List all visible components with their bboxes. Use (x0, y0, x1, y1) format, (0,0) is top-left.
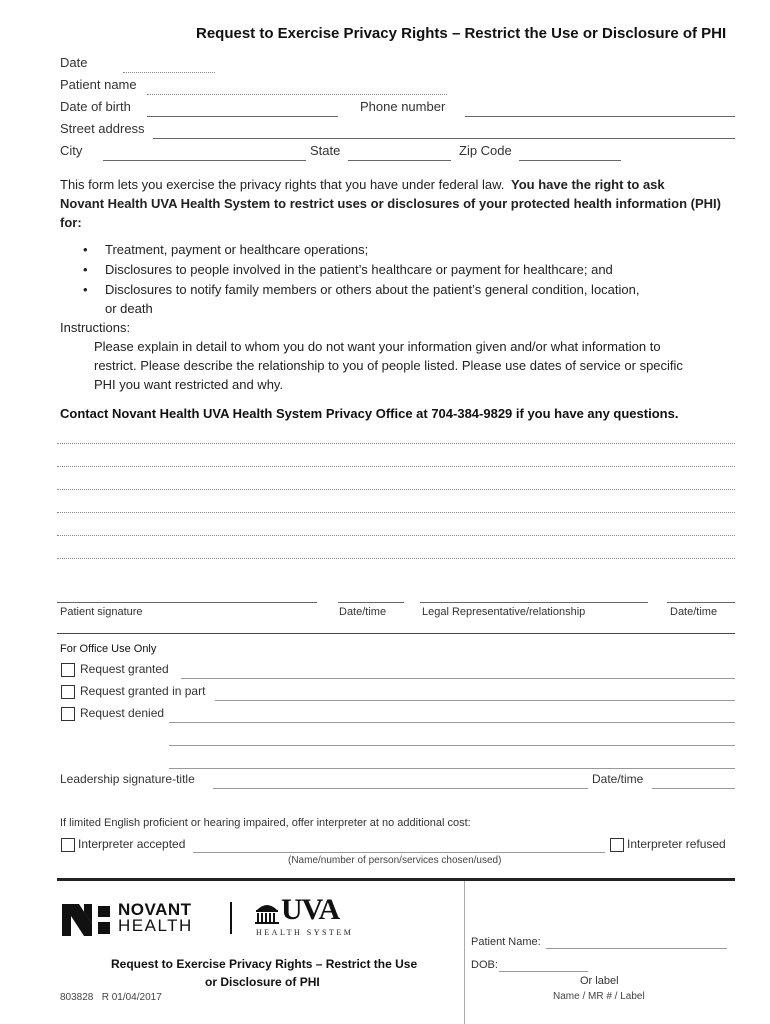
date-label: Date (60, 55, 88, 70)
interpreter-name-line[interactable] (193, 852, 605, 853)
phone-number-field[interactable] (465, 116, 735, 117)
interpreter-caption: (Name/number of person/services chosen/used) (288, 855, 502, 866)
interpreter-refused-checkbox[interactable] (610, 838, 624, 852)
intro-plain-text: This form lets you exercise the privacy rights that you have under federal law. (60, 177, 505, 192)
bullet-item-2: Disclosures to people involved in the patient’s healthcare or payment for healthcare; and (105, 262, 613, 277)
footer-name-mr-label: Name / MR # / Label (553, 991, 645, 1002)
patient-signature-line[interactable] (57, 602, 317, 603)
bullet-dot: • (83, 282, 88, 297)
novant-logo-icon (62, 904, 114, 936)
footer-patient-name-label: Patient Name: (471, 936, 541, 948)
explanation-line[interactable] (57, 489, 735, 490)
leadership-date-time-label: Date/time (592, 772, 644, 786)
request-denied-line[interactable] (169, 722, 735, 723)
date-of-birth-field[interactable] (147, 116, 338, 117)
footer-patient-name-line[interactable] (546, 948, 727, 949)
request-granted-in-part-label: Request granted in part (80, 684, 206, 698)
date-field[interactable] (123, 72, 215, 73)
explanation-line[interactable] (57, 443, 735, 444)
bullet-item-1: Treatment, payment or healthcare operations; (105, 242, 369, 257)
intro-line-1 (60, 175, 665, 194)
city-label: City (60, 143, 83, 158)
phone-number-label: Phone number (360, 99, 446, 114)
explanation-line[interactable] (57, 466, 735, 467)
explanation-line[interactable] (57, 558, 735, 559)
date-time-line-2[interactable] (667, 602, 735, 603)
logo-separator (230, 902, 232, 934)
street-address-field[interactable] (153, 138, 735, 139)
leadership-date-time-line[interactable] (652, 788, 735, 789)
bullet-dot: • (83, 262, 88, 277)
legal-rep-line[interactable] (420, 602, 648, 603)
request-granted-in-part-checkbox[interactable] (61, 685, 75, 699)
request-granted-in-part-line[interactable] (215, 700, 735, 701)
footer-form-title-1: Request to Exercise Privacy Rights – Restrict the Use (111, 957, 418, 971)
instructions-line-2: restrict. Please describe the relationship to you of people listed. Please use dates of service or specific (94, 358, 683, 373)
footer-or-label: Or label (580, 975, 619, 987)
footer-vertical-divider (464, 881, 465, 1024)
interpreter-refused-label: Interpreter refused (627, 837, 726, 851)
explanation-line[interactable] (57, 512, 735, 513)
request-denied-checkbox[interactable] (61, 707, 75, 721)
patient-signature-label: Patient signature (60, 606, 143, 618)
state-field[interactable] (348, 160, 451, 161)
uva-logo-subtext: HEALTH SYSTEM (256, 928, 354, 937)
street-address-label: Street address (60, 121, 145, 136)
patient-name-label: Patient name (60, 77, 137, 92)
state-label: State (310, 143, 341, 158)
leadership-signature-label: Leadership signature-title (60, 772, 195, 786)
bullet-dot: • (83, 242, 88, 257)
footer-dob-label: DOB: (471, 959, 498, 971)
uva-rotunda-icon (254, 900, 280, 924)
date-time-label-2: Date/time (670, 606, 718, 618)
date-time-line-1[interactable] (338, 602, 404, 603)
footer-dob-line[interactable] (499, 971, 588, 972)
contact-privacy-office: Contact Novant Health UVA Health System Privacy Office at 704-384-9829 if you have any questions. (60, 406, 679, 421)
city-field[interactable] (103, 160, 306, 161)
bullet-item-3: Disclosures to notify family members or others about the patient’s general condition, location, (105, 282, 640, 297)
request-granted-label: Request granted (80, 662, 169, 676)
explanation-line[interactable] (57, 535, 735, 536)
request-granted-checkbox[interactable] (61, 663, 75, 677)
footer-form-title-2: or Disclosure of PHI (205, 975, 320, 989)
novant-logo-text-2: HEALTH (118, 916, 193, 935)
intro-bold-text-1: You have the right to ask (511, 177, 665, 192)
legal-rep-label: Legal Representative/relationship (422, 606, 586, 618)
office-use-divider (57, 633, 735, 634)
date-time-label-1: Date/time (339, 606, 387, 618)
instructions-line-3: PHI you want restricted and why. (94, 377, 284, 392)
instructions-label: Instructions: (60, 320, 131, 335)
zip-code-label: Zip Code (459, 143, 512, 158)
interpreter-accepted-label: Interpreter accepted (78, 837, 186, 851)
interpreter-accepted-checkbox[interactable] (61, 838, 75, 852)
leadership-signature-line[interactable] (213, 788, 588, 789)
request-granted-line[interactable] (181, 678, 735, 679)
office-notes-line[interactable] (169, 745, 735, 746)
patient-name-field[interactable] (147, 94, 447, 95)
date-of-birth-label: Date of birth (60, 99, 131, 114)
form-number: 803828 R 01/04/2017 (60, 992, 162, 1003)
instructions-line-1: Please explain in detail to whom you do not want your information given and/or what information to (94, 339, 661, 354)
interpreter-note: If limited English proficient or hearing impaired, offer interpreter at no additional cost: (60, 817, 471, 829)
form-title: Request to Exercise Privacy Rights – Restrict the Use or Disclosure of PHI (196, 25, 727, 42)
bullet-item-3-continued: or death (105, 301, 153, 316)
intro-bold-text-3: for: (60, 215, 82, 230)
office-use-heading: For Office Use Only (60, 643, 157, 655)
request-denied-label: Request denied (80, 706, 165, 720)
office-notes-line[interactable] (169, 768, 735, 769)
uva-logo-text: UVA (281, 893, 340, 926)
zip-code-field[interactable] (519, 160, 621, 161)
novant-logo-text-1: NOVANT (118, 900, 192, 919)
intro-bold-text-2: Novant Health UVA Health System to restrict uses or disclosures of your protected health information (PHI) (60, 196, 721, 211)
footer-divider (57, 878, 735, 881)
